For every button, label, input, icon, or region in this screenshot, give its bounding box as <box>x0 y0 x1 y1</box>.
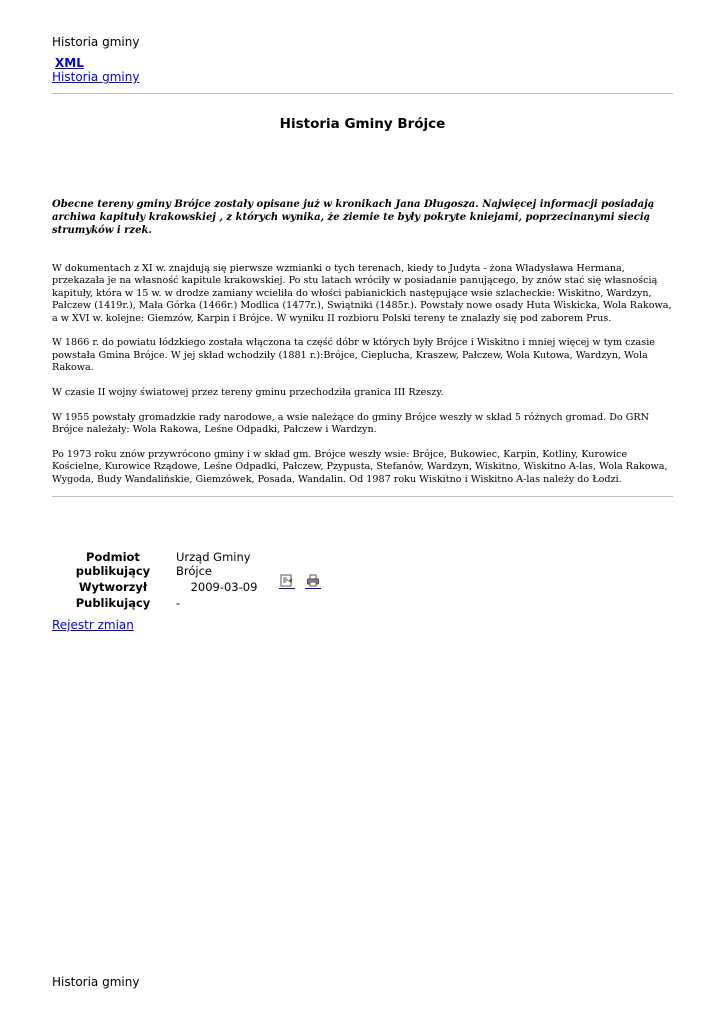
pdf-icon[interactable] <box>279 574 295 589</box>
created-value: 2009-03-09 <box>190 580 258 594</box>
xml-link[interactable]: XML <box>55 56 84 70</box>
created-label: Wytworzył <box>78 580 148 594</box>
paragraph: Po 1973 roku znów przywrócono gminy i w skład gm. Brójce weszły wsie: Brójce, Bukowiec, Karpin, Kotliny, Kurowice Kościelne, Kurowice Rządowe, Leśne Odpadki, Pałczew, Pzypusta, Stefanów, Wardzyn, Wiskitno, Wiskitno A-las, Wola Rakowa, Wygoda, Budy Wandalińskie, Giemzówek, Posada, Wandalin. Od 1987 roku Wiskitno i Wiskitno A-las należy do Łodzi. <box>52 449 668 485</box>
published-value: - <box>176 596 181 610</box>
paragraph: W dokumentach z XI w. znajdują się pierwsze wzmianki o tych terenach, kiedy to Judyta - żona Władysława Hermana, przekazała je na własność kapitule krakowskiej. Po stu latach wróciły w posiadanie panującego, by znów stać się własnością kapituły, która w 15 w. w drodze zamiany wcieliła do włości pabianickich następujące wsie szlacheckie: Wiskitno, Wardzyn, Pałczew (1419r.), Mała Górka (1466r.) Modlica (1477r.), Swiątniki (1485r.). Powstały nowe osady Huta Wiskicka, Wola Rakowa, a w XVI w. kolejne: Giemzów, Karpin i Brójce. W wyniku II rozbioru Polski tereny te znalazły się pod zaborem Prus. <box>52 263 672 324</box>
publisher-label: Podmiot publikujący <box>75 550 151 578</box>
metadata-table <box>52 549 274 611</box>
publisher-value: Urząd Gminy Brójce <box>176 550 251 578</box>
page-title: Historia Gminy Brójce <box>279 116 446 132</box>
paragraph: W 1866 r. do powiatu łódzkiego została włączona ta część dóbr w których były Brójce i Wiskitno i mniej więcej w tym czasie powstała Gmina Brójce. W jej skład wchodziły (1881 r.):Brójce, Cieplucha, Kraszew, Pałczew, Wola Kutowa, Wardzyn, Wola Rakowa. <box>52 337 655 374</box>
top-divider <box>52 93 673 94</box>
change-register-link[interactable]: Rejestr zmian <box>52 618 134 632</box>
header-title: Historia gminy <box>52 35 140 49</box>
intro-paragraph: Obecne tereny gminy Brójce zostały opisane już w kronikach Jana Długosza. Najwięcej informacji posiadają archiwa kapituły krakowskiej , z których wynika, że ziemie te były pokryte kniejami, poprzecinanymi siecią strumyków i rzek. <box>52 199 655 236</box>
article-body <box>52 263 673 499</box>
paragraph: W czasie II wojny światowej przez tereny gminu przechodziła granica III Rzeszy. <box>52 387 444 399</box>
action-icons <box>279 574 327 590</box>
published-label: Publikujący <box>75 596 151 610</box>
breadcrumb-link[interactable]: Historia gminy <box>52 70 140 84</box>
print-icon[interactable] <box>305 574 321 589</box>
footer-title: Historia gminy <box>52 975 140 989</box>
paragraph: W 1955 powstały gromadzkie rady narodowe, a wsie należące do gminy Brójce weszły w skład 5 różnych gromad. Do GRN Brójce należały: Wola Rakowa, Leśne Odpadki, Pałczew i Wardzyn. <box>52 411 650 436</box>
bottom-divider <box>52 496 673 497</box>
